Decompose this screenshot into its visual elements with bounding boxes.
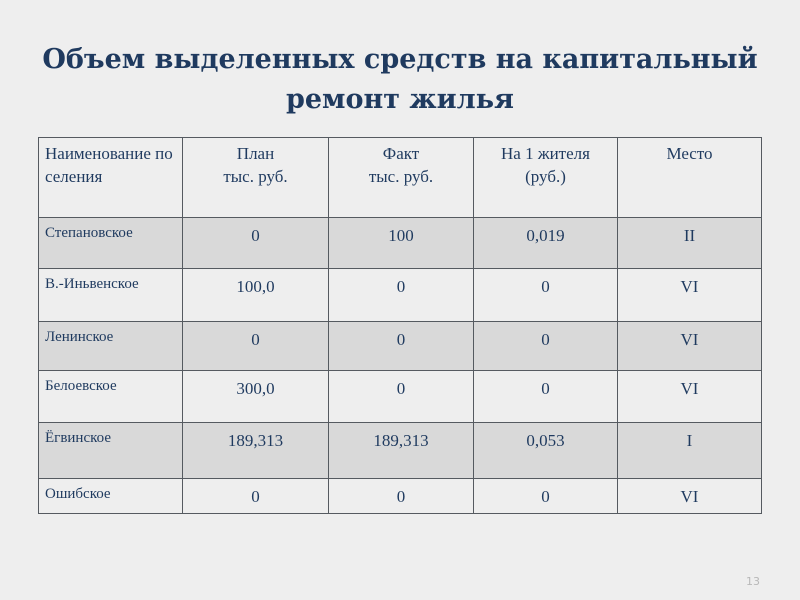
cell-rank: II	[618, 218, 762, 269]
cell-rank: VI	[618, 371, 762, 423]
cell-fact: 0	[329, 371, 474, 423]
cell-settlement-name: Ленинское	[39, 322, 183, 371]
cell-plan: 100,0	[183, 269, 329, 322]
cell-plan: 0	[183, 479, 329, 514]
cell-rank: VI	[618, 269, 762, 322]
cell-fact: 100	[329, 218, 474, 269]
table-row	[39, 371, 762, 423]
cell-rank: VI	[618, 479, 762, 514]
cell-per-resident: 0,019	[474, 218, 618, 269]
cell-settlement-name: Белоевское	[39, 371, 183, 423]
table-row	[39, 218, 762, 269]
cell-fact: 189,313	[329, 423, 474, 479]
cell-settlement-name: В.-Иньвенское	[39, 269, 183, 322]
cell-settlement-name: Степановское	[39, 218, 183, 269]
cell-fact: 0	[329, 479, 474, 514]
data-table	[38, 137, 762, 514]
cell-plan: 189,313	[183, 423, 329, 479]
table-row	[39, 269, 762, 322]
table-row	[39, 423, 762, 479]
header-rank: Место	[618, 138, 762, 218]
cell-rank: I	[618, 423, 762, 479]
cell-per-resident: 0	[474, 322, 618, 371]
cell-plan: 0	[183, 218, 329, 269]
slide-title: Объем выделенных средств на капитальный ремонт жилья	[42, 44, 758, 115]
header-plan: План тыс. руб.	[183, 138, 329, 218]
cell-per-resident: 0,053	[474, 423, 618, 479]
table-header-row	[39, 138, 762, 218]
cell-settlement-name: Ошибское	[39, 479, 183, 514]
cell-per-resident: 0	[474, 269, 618, 322]
cell-per-resident: 0	[474, 371, 618, 423]
header-per-resident: На 1 жителя (руб.)	[474, 138, 618, 218]
cell-fact: 0	[329, 269, 474, 322]
cell-plan: 300,0	[183, 371, 329, 423]
cell-rank: VI	[618, 322, 762, 371]
table-row	[39, 479, 762, 514]
cell-plan: 0	[183, 322, 329, 371]
cell-settlement-name: Ёгвинское	[39, 423, 183, 479]
table-row	[39, 322, 762, 371]
header-settlement-name: Наименование поселения	[39, 138, 183, 218]
cell-per-resident: 0	[474, 479, 618, 514]
cell-fact: 0	[329, 322, 474, 371]
page-number: 13	[746, 575, 760, 588]
header-fact: Факт тыс. руб.	[329, 138, 474, 218]
